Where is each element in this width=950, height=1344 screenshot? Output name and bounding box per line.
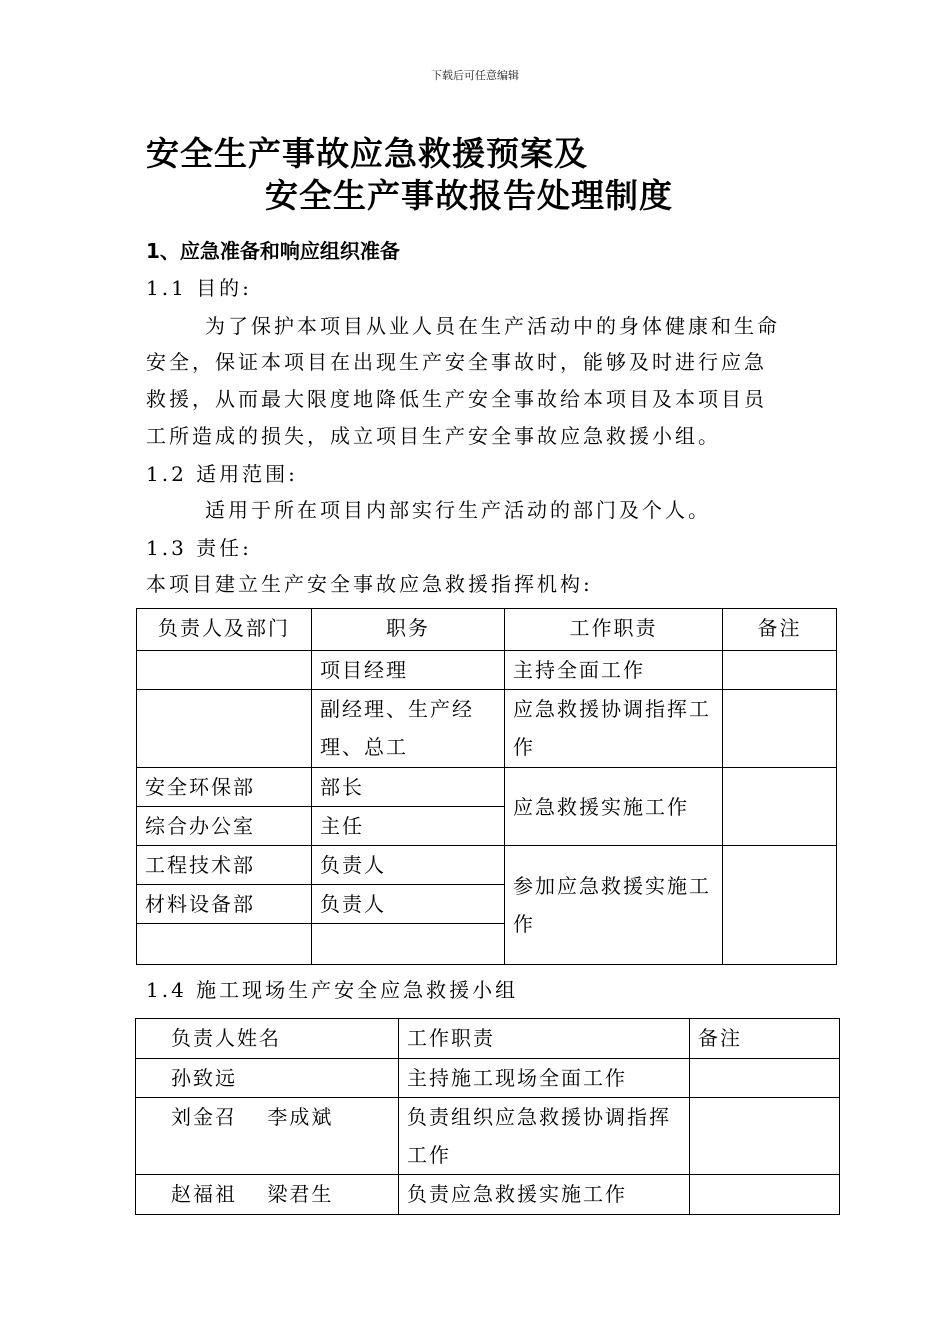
table-cell: 主任 (312, 807, 505, 846)
subsection-label-1-3: 1.3 责任: (146, 536, 252, 560)
table-cell (723, 651, 837, 690)
table-cell (690, 1175, 840, 1215)
subsection-label-1-4: 1.4 施工现场生产安全应急救援小组 (146, 978, 519, 1002)
subsection-label-1-1: 1.1 目的: (146, 276, 252, 300)
table-cell: 材料设备部 (137, 885, 312, 924)
purpose-paragraph-line: 救援，从而最大限度地降低生产安全事故给本项目及本项目员 (146, 387, 767, 411)
table-row (136, 1175, 840, 1215)
table-cell: 负责人 (312, 846, 505, 885)
table-cell: 主持全面工作 (505, 651, 723, 690)
table-row (137, 690, 837, 768)
table-header-cell: 备注 (723, 609, 837, 651)
table-cell (137, 690, 312, 768)
table-cell (723, 690, 837, 768)
table-cell: 负责组织应急救援协调指挥工作 (399, 1098, 690, 1175)
subsection-label-1-2: 1.2 适用范围: (146, 462, 298, 486)
table-header-cell: 负责人姓名 (136, 1019, 399, 1059)
table-row (137, 846, 837, 885)
table-cell (137, 924, 312, 965)
table-cell: 部长 (312, 768, 505, 807)
table-cell-merged: 参加应急救援实施工作 (505, 846, 723, 965)
table-header-cell: 备注 (690, 1019, 840, 1059)
document-title-line2: 安全生产事故报告处理制度 (265, 176, 673, 215)
table-header-row (136, 1019, 840, 1059)
table-cell (312, 924, 505, 965)
table-cell: 赵福祖 梁君生 (136, 1175, 399, 1215)
table-cell: 副经理、生产经理、总工 (312, 690, 505, 768)
purpose-paragraph-line: 为了保护本项目从业人员在生产活动中的身体健康和生命 (205, 314, 780, 338)
table-cell: 项目经理 (312, 651, 505, 690)
table-cell (690, 1098, 840, 1175)
table-header-cell: 负责人及部门 (137, 609, 312, 651)
document-title-line1: 安全生产事故应急救援预案及 (146, 134, 588, 173)
table-row (136, 1098, 840, 1175)
table-cell: 应急救援协调指挥工作 (505, 690, 723, 768)
table-cell (690, 1059, 840, 1098)
table-row (137, 768, 837, 807)
table-cell-merged (723, 846, 837, 965)
watermark-text: 下载后可任意编辑 (431, 69, 519, 82)
table-cell: 负责应急救援实施工作 (399, 1175, 690, 1215)
table-cell: 综合办公室 (137, 807, 312, 846)
purpose-paragraph-line: 工所造成的损失，成立项目生产安全事故应急救援小组。 (146, 424, 721, 448)
table-header-cell: 职务 (312, 609, 505, 651)
table-cell: 安全环保部 (137, 768, 312, 807)
scope-paragraph: 适用于所在项目内部实行生产活动的部门及个人。 (205, 498, 711, 522)
table-row (136, 1059, 840, 1098)
table-cell: 主持施工现场全面工作 (399, 1059, 690, 1098)
table-cell (137, 651, 312, 690)
table-header-cell: 工作职责 (399, 1019, 690, 1059)
table-row (137, 651, 837, 690)
table-cell-merged: 应急救援实施工作 (505, 768, 723, 846)
purpose-paragraph-line: 安全，保证本项目在出现生产安全事故时，能够及时进行应急 (146, 350, 767, 374)
table-cell: 工程技术部 (137, 846, 312, 885)
table-cell: 孙致远 (136, 1059, 399, 1098)
table-cell: 刘金召 李成斌 (136, 1098, 399, 1175)
table-cell: 负责人 (312, 885, 505, 924)
table-header-row (137, 609, 837, 651)
table-cell-merged (723, 768, 837, 846)
command-structure-intro: 本项目建立生产安全事故应急救援指挥机构: (146, 572, 593, 596)
rescue-team-table (135, 1018, 840, 1215)
section-heading-1: 1、应急准备和响应组织准备 (146, 239, 400, 263)
table-header-cell: 工作职责 (505, 609, 723, 651)
command-structure-table (136, 608, 837, 965)
